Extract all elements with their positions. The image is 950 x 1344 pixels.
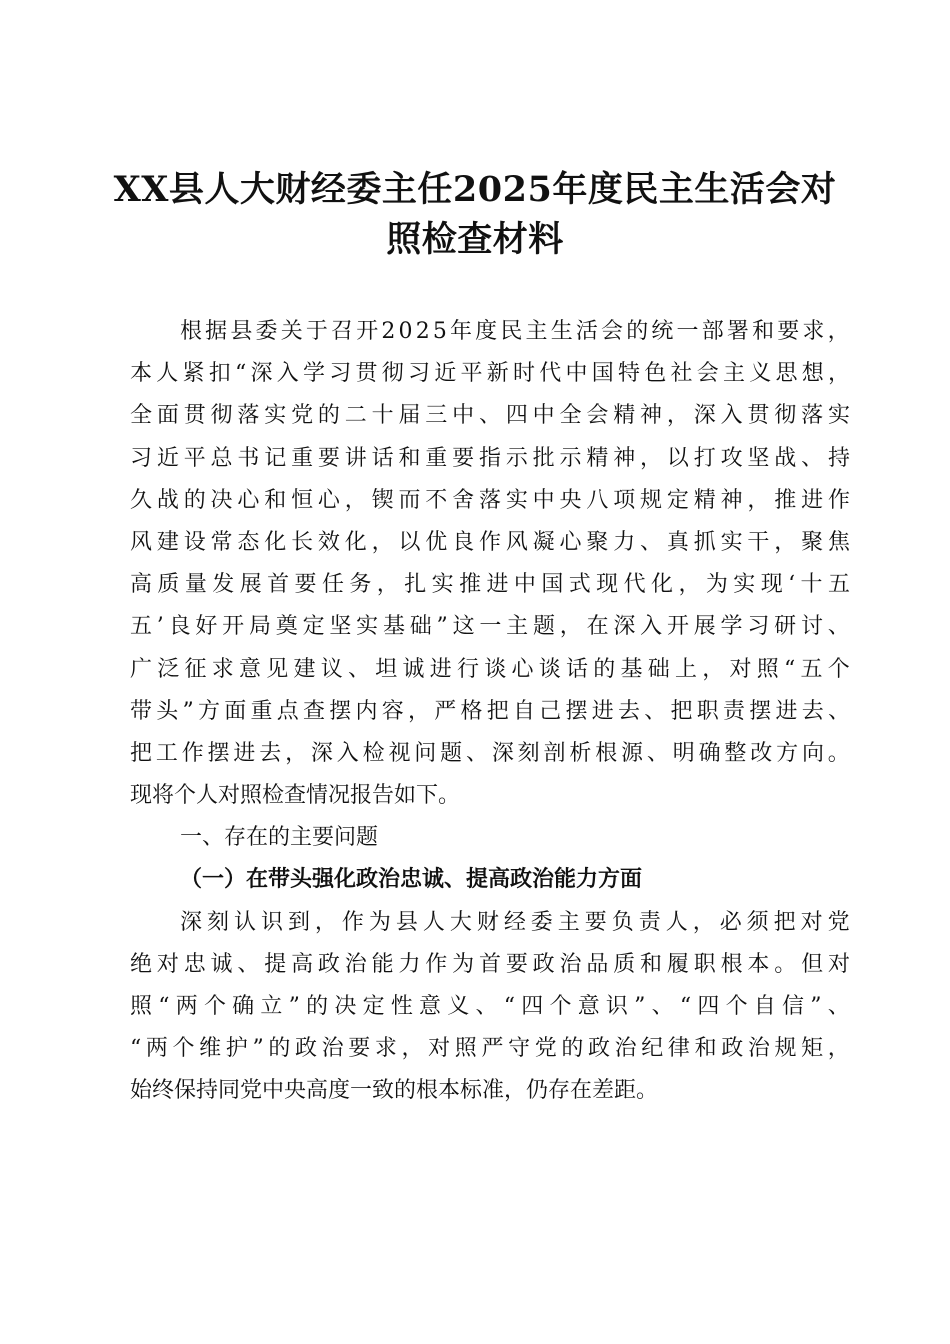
document-title bbox=[110, 165, 840, 265]
body-line: 全 面 贯 彻 落 实 党 的 二 十 届 三 中 、 四 中 全 会 精 神 ， 深 入 贯 彻 落 实 bbox=[130, 403, 850, 429]
body-line: 照 “ 两 个 确 立 ” 的 决 定 性 意 义 、 “ 四 个 意 识 ” 、 “ 四 个 自 信 ” 、 bbox=[130, 994, 850, 1019]
section-heading: 一、存在的主要问题 bbox=[180, 825, 379, 851]
body-line: 久 战 的 决 心 和 恒 心 ， 锲 而 不 舍 落 实 中 央 八 项 规 定 精 神 ， 推 进 作 bbox=[130, 487, 850, 513]
subsection-heading: （一）在带头强化政治忠诚、提高政治能力方面 bbox=[180, 867, 643, 893]
body-line: “ 两 个 维 护 ” 的 政 治 要 求 ， 对 照 严 守 党 的 政 治 纪 律 和 政 治 规 矩 ， bbox=[130, 1036, 850, 1062]
body-line: 把 工 作 摆 进 去 ， 深 入 检 视 问 题 、 深 刻 剖 析 根 源 、 明 确 整 改 方 向 。 bbox=[130, 740, 850, 766]
body-line: 广 泛 征 求 意 见 建 议 、 坦 诚 进 行 谈 心 谈 话 的 基 础 上 ， 对 照 “ 五 个 bbox=[130, 656, 850, 682]
body-line: 绝 对 忠 诚 、 提 高 政 治 能 力 作 为 首 要 政 治 品 质 和 履 职 根 本 。 但 对 bbox=[130, 951, 850, 977]
body-line: 五 ’ 良 好 开 局 奠 定 坚 实 基 础 ” 这 一 主 题 ， 在 深 入 开 展 学 习 研 讨 、 bbox=[130, 614, 850, 640]
body-line: 现将个人对照检查情况报告如下。 bbox=[130, 783, 461, 809]
body-line: 本 人 紧 扣 “ 深 入 学 习 贯 彻 习 近 平 新 时 代 中 国 特 色 社 会 主 义 思 想 ， bbox=[130, 361, 850, 387]
body-line: 风 建 设 常 态 化 长 效 化 ， 以 优 良 作 风 凝 心 聚 力 、 真 抓 实 干 ， 聚 焦 bbox=[130, 529, 850, 555]
body-line: 根 据 县 委 关 于 召 开 2 0 2 5 年 度 民 主 生 活 会 的 统 一 部 署 和 要 求 ， bbox=[180, 319, 850, 344]
body-line: 带 头 ” 方 面 重 点 查 摆 内 容 ， 严 格 把 自 己 摆 进 去 、 把 职 责 摆 进 去 、 bbox=[130, 698, 850, 724]
title-line-1: XX县人大财经委主任2025年度民主生活会对 bbox=[113, 169, 837, 210]
document-body bbox=[130, 311, 850, 1113]
body-line: 习 近 平 总 书 记 重 要 讲 话 和 重 要 指 示 批 示 精 神 ， 以 打 攻 坚 战 、 持 bbox=[130, 445, 850, 471]
title-line-2: 照检查材料 bbox=[386, 219, 564, 260]
body-line: 高 质 量 发 展 首 要 任 务 ， 扎 实 推 进 中 国 式 现 代 化 ， 为 实 现 ‘ 十 五 bbox=[130, 572, 850, 598]
body-line: 始终保持同党中央高度一致的根本标准，仍存在差距。 bbox=[130, 1078, 659, 1104]
body-line: 深 刻 认 识 到 ， 作 为 县 人 大 财 经 委 主 要 负 责 人 ， 必 须 把 对 党 bbox=[180, 909, 850, 935]
